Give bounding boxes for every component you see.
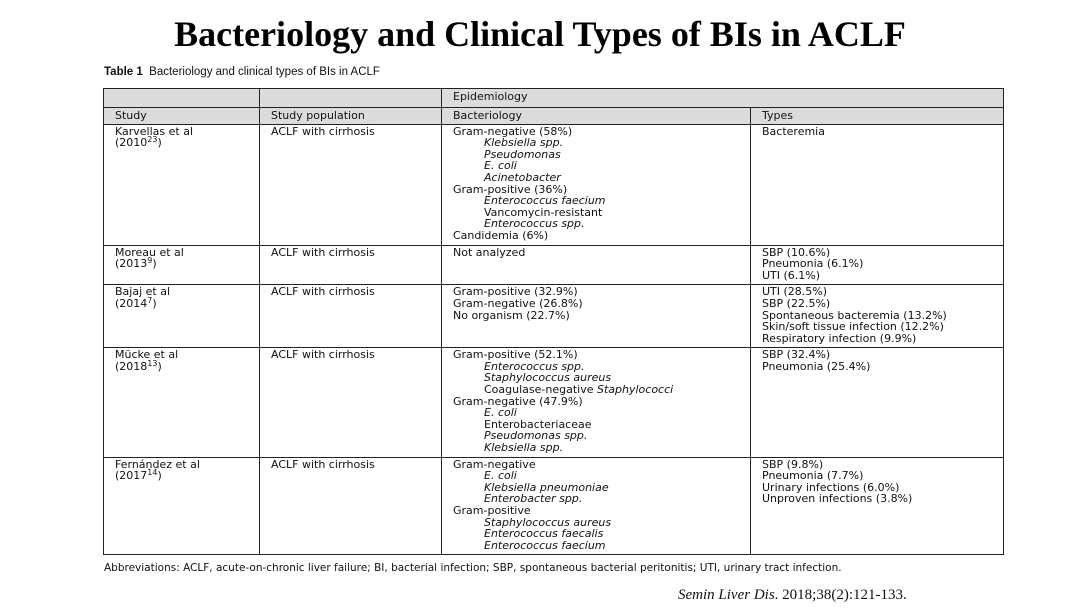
bacteriology-item: Klebsiella spp. <box>484 136 564 150</box>
infection-type-item: Unproven infections (3.8%) <box>762 492 913 506</box>
header-types: Types <box>751 108 1004 125</box>
table-caption-text: Bacteriology and clinical types of BIs in ACLF <box>149 66 380 78</box>
table-caption-label: Table 1 <box>104 66 143 78</box>
cell-types <box>751 457 1004 555</box>
study-year-close: ) <box>157 359 162 373</box>
study-year <box>115 358 259 373</box>
header-epidemiology: Epidemiology <box>442 89 1004 108</box>
cell-bacteriology <box>442 348 751 457</box>
study-year-close: ) <box>157 136 162 150</box>
citation-journal: Semin Liver Dis <box>678 587 775 603</box>
bacteriology-item-text: Coagulase-negative <box>484 383 597 397</box>
cell-types <box>751 285 1004 348</box>
study-reference: 7 <box>147 295 153 305</box>
bacteriology-item: Enterococcus faecium <box>484 194 606 208</box>
bacteriology-item: Gram-negative (47.9%) <box>453 394 583 408</box>
table-body <box>104 124 1004 555</box>
table-column-header-row <box>104 108 1004 125</box>
bacteriology-item: Gram-positive (36%) <box>453 182 568 196</box>
table-row <box>104 124 1004 245</box>
citation-details: . 2018;38(2):121-133. <box>774 587 907 603</box>
infection-type-item: Respiratory infection (9.9%) <box>762 331 917 345</box>
bacteriology-item: Enterococcus spp. <box>484 359 585 373</box>
bacteriology-item: Gram-negative (26.8%) <box>453 296 583 310</box>
table-row <box>104 245 1004 285</box>
study-year-close: ) <box>152 257 157 271</box>
study-year-text: (2010 <box>115 136 148 150</box>
cell-types <box>751 245 1004 285</box>
study-year-close: ) <box>157 469 162 483</box>
abbreviations-note: Abbreviations: ACLF, acute-on-chronic liver failure; BI, bacterial infection; SBP, spontaneous bacterial peritonitis; UTI, urinary tract infection. <box>104 562 842 574</box>
cell-study-population: ACLF with cirrhosis <box>260 285 442 348</box>
infection-type-item: SBP (32.4%) <box>762 348 831 362</box>
study-year <box>115 258 259 270</box>
study-year-text: (2013 <box>115 257 148 271</box>
bacteriology-item: Pseudomonas <box>484 147 561 161</box>
infection-type-item: Pneumonia (25.4%) <box>762 359 871 373</box>
bacteriology-item: Staphylococcus aureus <box>484 515 612 529</box>
study-name: Moreau et al <box>115 245 184 259</box>
bacteriology-item: Enterococcus spp. <box>484 217 585 231</box>
citation <box>678 587 907 604</box>
cell-types <box>751 124 1004 245</box>
table-row <box>104 285 1004 348</box>
study-reference: 14 <box>147 468 158 478</box>
infection-type-item: SBP (22.5%) <box>762 296 831 310</box>
study-name: Mücke et al <box>115 348 179 362</box>
infection-type-item: UTI (6.1%) <box>762 268 821 282</box>
bacteriology-item: E. coli <box>484 159 517 173</box>
bacteriology-item: Enterococcus faecium <box>484 538 606 552</box>
bacteriology-item: Klebsiella spp. <box>484 441 564 455</box>
cell-study <box>104 457 260 555</box>
table-row <box>104 457 1004 555</box>
bacteriology-item: E. coli <box>484 406 517 420</box>
study-year <box>115 470 259 482</box>
cell-study <box>104 285 260 348</box>
infection-type-item: Bacteremia <box>762 124 825 138</box>
bacteriology-item: Gram-positive (32.9%) <box>453 285 578 299</box>
table-row <box>104 348 1004 457</box>
study-name: Karvellas et al <box>115 124 194 138</box>
cell-bacteriology <box>442 457 751 555</box>
bacteriology-item: Candidemia (6%) <box>453 228 549 242</box>
infection-type-item: UTI (28.5%) <box>762 285 828 299</box>
study-year <box>115 137 259 149</box>
infection-type-item: Pneumonia (6.1%) <box>762 257 864 271</box>
study-reference: 23 <box>147 135 158 145</box>
study-reference: 9 <box>147 256 153 266</box>
bacteriology-item: Gram-positive (52.1%) <box>453 348 578 362</box>
cell-study-population: ACLF with cirrhosis <box>260 124 442 245</box>
infection-type-item: Pneumonia (7.7%) <box>762 469 864 483</box>
cell-study-population: ACLF with cirrhosis <box>260 348 442 457</box>
header-blank-population <box>260 89 442 108</box>
bacteriology-item: Vancomycin-resistant <box>484 205 603 219</box>
bacteriology-item-italic: Staphylococci <box>596 383 674 397</box>
study-year-close: ) <box>152 296 157 310</box>
bacteriology-item: E. coli <box>484 469 517 483</box>
infection-type-item: SBP (9.8%) <box>762 457 824 471</box>
cell-bacteriology <box>442 245 751 285</box>
bacteriology-item <box>453 384 750 396</box>
bacteriology-item: Not analyzed <box>453 245 526 259</box>
cell-study-population: ACLF with cirrhosis <box>260 245 442 285</box>
bacteriology-item: Klebsiella pneumoniae <box>484 480 609 494</box>
study-name: Fernández et al <box>115 457 200 471</box>
study-year-text: (2018 <box>115 359 148 373</box>
header-blank-study <box>104 89 260 108</box>
infection-type-item: Urinary infections (6.0%) <box>762 480 900 494</box>
bacteriology-item: Gram-positive <box>453 504 531 517</box>
bacteriology-item: No organism (22.7%) <box>453 308 570 322</box>
cell-study <box>104 245 260 285</box>
study-year-text: (2014 <box>115 296 148 310</box>
cell-bacteriology <box>442 285 751 348</box>
bacteriology-item: Enterobacteriaceae <box>484 417 592 431</box>
infection-type-item: Spontaneous bacteremia (13.2%) <box>762 308 947 322</box>
study-year-text: (2017 <box>115 469 148 483</box>
bacteriology-item: Pseudomonas spp. <box>484 429 588 443</box>
infection-type-item: Skin/soft tissue infection (12.2%) <box>762 320 944 334</box>
bacteriology-item: Enterococcus faecalis <box>484 527 604 541</box>
infection-type-item: SBP (10.6%) <box>762 245 831 259</box>
study-reference: 13 <box>147 358 158 368</box>
bacteriology-item: Enterobacter spp. <box>484 492 583 506</box>
header-bacteriology: Bacteriology <box>442 108 751 125</box>
bacteriology-item: Acinetobacter <box>484 170 561 184</box>
bacteriology-table <box>103 88 1004 555</box>
table-caption <box>104 66 380 78</box>
bacteriology-item: Staphylococcus aureus <box>484 371 612 385</box>
header-study-population: Study population <box>260 108 442 125</box>
cell-types <box>751 348 1004 457</box>
bacteriology-item: Gram-negative <box>453 457 536 471</box>
study-name: Bajaj et al <box>115 285 171 299</box>
slide-title: Bacteriology and Clinical Types of BIs in ACLF <box>174 14 906 54</box>
cell-study <box>104 124 260 245</box>
study-year <box>115 295 259 310</box>
cell-study <box>104 348 260 457</box>
header-study: Study <box>104 108 260 125</box>
cell-study-population: ACLF with cirrhosis <box>260 457 442 555</box>
table-group-header-row <box>104 89 1004 108</box>
bacteriology-item: Gram-negative (58%) <box>453 124 573 138</box>
cell-bacteriology <box>442 124 751 245</box>
